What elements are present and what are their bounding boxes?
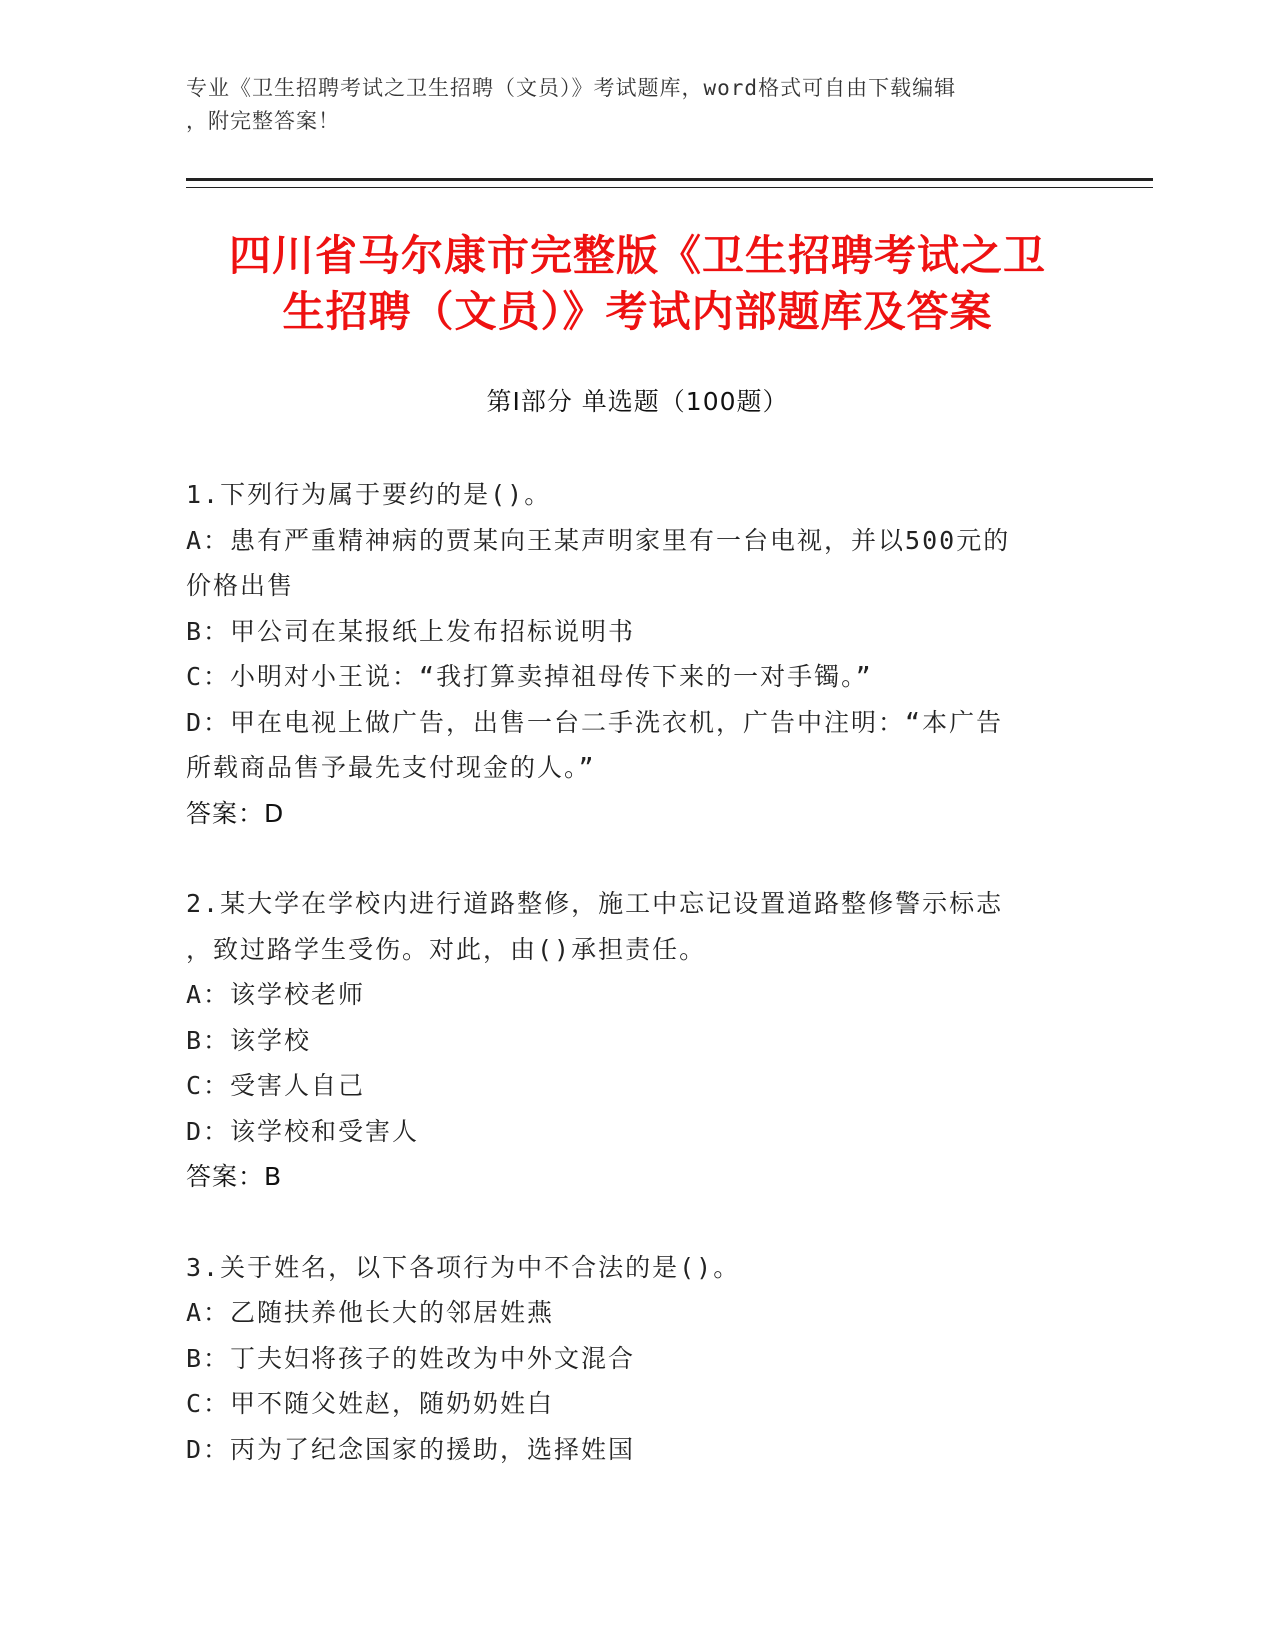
question-stem: 1.下列行为属于要约的是()。 — [186, 480, 552, 509]
question-stem: 3.关于姓名，以下各项行为中不合法的是()。 — [186, 1252, 741, 1282]
header-note — [186, 72, 1086, 138]
option-c: C：受害人自己 — [186, 1071, 366, 1100]
question-stem-continued: ，致过路学生受伤。对此，由()承担责任。 — [186, 934, 707, 964]
option-a: A：乙随扶养他长大的邻居姓燕 — [186, 1298, 555, 1327]
option-d-continued: 所载商品售予最先支付现金的人。” — [186, 753, 596, 782]
header-note-line-1: 专业《卫生招聘考试之卫生招聘（文员）》考试题库，word格式可自由下载编辑 — [186, 76, 957, 100]
question-list — [186, 472, 1076, 1517]
header-rule-thin — [186, 187, 1153, 188]
question-2 — [186, 881, 1076, 1200]
option-b: B：该学校 — [186, 1025, 312, 1055]
option-a-continued: 价格出售 — [186, 571, 295, 600]
option-a: A：该学校老师 — [186, 980, 366, 1009]
option-d: D：丙为了纪念国家的援助，选择姓国 — [186, 1434, 636, 1464]
option-a: A：患有严重精神病的贾某向王某声明家里有一台电视，并以500元的 — [186, 525, 1011, 555]
option-c: C：小明对小王说：“我打算卖掉祖母传下来的一对手镯。” — [186, 662, 873, 691]
header-rule-thick — [186, 178, 1153, 181]
question-stem: 2.某大学在学校内进行道路整修，施工中忘记设置道路整修警示标志 — [186, 889, 1004, 918]
question-1 — [186, 472, 1076, 836]
section-title: 第Ⅰ部分 单选题（100题） — [486, 387, 789, 416]
document-title — [140, 228, 1135, 340]
document-title-line-1: 四川省马尔康市完整版《卫生招聘考试之卫 — [228, 231, 1046, 280]
option-d: D：该学校和受害人 — [186, 1116, 420, 1146]
option-d: D：甲在电视上做广告，出售一台二手洗衣机，广告中注明：“本广告 — [186, 707, 1004, 737]
question-3 — [186, 1245, 1076, 1473]
option-b: B：甲公司在某报纸上发布招标说明书 — [186, 616, 636, 646]
header-note-line-2: ，附完整答案！ — [186, 109, 340, 133]
document-title-line-2: 生招聘（文员）》考试内部题库及答案 — [282, 287, 993, 336]
option-b: B：丁夫妇将孩子的姓改为中外文混合 — [186, 1343, 636, 1373]
option-c: C：甲不随父姓赵，随奶奶姓白 — [186, 1389, 555, 1418]
answer-label: 答案：B — [186, 1162, 283, 1191]
answer-label: 答案：D — [186, 798, 285, 828]
